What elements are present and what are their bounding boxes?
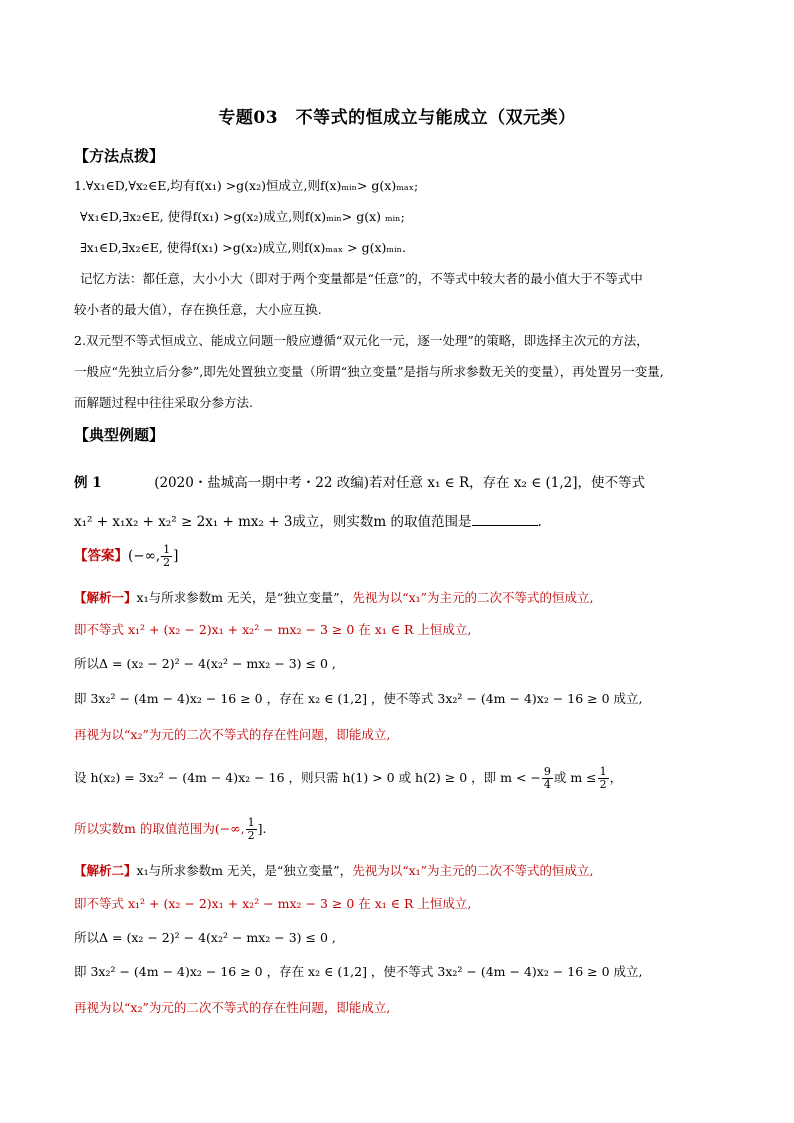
sol1-line-6b: 或 m ≤ — [553, 770, 597, 785]
answer-fraction — [161, 544, 172, 569]
sol2-line-1a: x₁与所求参数m 无关，是“独立变量”， — [136, 863, 353, 878]
sol1-fraction-9-4-denominator: 4 — [543, 778, 551, 791]
sol1-line-6c: ， — [609, 770, 623, 785]
method-line-6: 2.双元型不等式恒成立、能成立问题一般应遵循“双元化一元，逐一处理”的策略，即选择主次元的方法， — [74, 333, 649, 348]
example-1-text-1: (2020・盐城高一期中考・22 改编)若对任意 x₁ ∈ R，存在 x₂ ∈ (1,2]，使不等式 — [154, 475, 645, 491]
sol1-line-7 — [74, 817, 266, 842]
sol1-line-6a: 设 h(x₂) = 3x₂² − (4m − 4)x₂ − 16 ，则只需 h(1) > 0 或 h(2) ≥ 0 ，即 m < − — [74, 770, 541, 785]
sol1-label: 【解析一】 — [74, 590, 137, 605]
sol1-line-2: 即不等式 x₁² + (x₂ − 2)x₁ + x₂² − mx₂ − 3 ≥ 0 在 x₁ ∈ R 上恒成立, — [74, 622, 472, 637]
sol1-line-1 — [74, 590, 594, 606]
sol1-fraction-9-4-numerator: 9 — [543, 765, 551, 778]
sol1-fraction-final-denominator: 2 — [247, 829, 255, 842]
method-line-7: 一般应“先独立后分参”,即先处置独立变量（所谓“独立变量”是指与所求参数无关的变量），再处置另一变量, — [74, 364, 664, 379]
page-title: 专题03 不等式的恒成立与能成立（双元类） — [218, 108, 576, 128]
sol2-line-1b: 先视为以“x₁”为主元的二次不等式的恒成立, — [352, 863, 594, 878]
sol1-line-1b: 先视为以“x₁”为主元的二次不等式的恒成立, — [352, 590, 594, 605]
sol1-line-1a: x₁与所求参数m 无关，是“独立变量”， — [136, 590, 353, 605]
sol1-line-4: 即 3x₂² − (4m − 4)x₂ − 16 ≥ 0 ，存在 x₂ ∈ (1,2] ，使不等式 3x₂² − (4m − 4)x₂ − 16 ≥ 0 成立, — [74, 691, 643, 706]
answer-fraction-denominator: 2 — [163, 556, 171, 569]
example-1-period: . — [537, 514, 542, 530]
example-1-label: 例 1 — [74, 475, 102, 491]
method-line-2: ∀x₁∈D,∃x₂∈E, 使得f(x₁) >g(x₂)成立,则f(x)ₘᵢₙ> g(x) ₘᵢₙ; — [80, 209, 405, 224]
answer-suffix: ] — [173, 548, 179, 564]
sol1-line-7a: 所以实数m 的取值范围为(−∞, — [74, 821, 245, 836]
sol2-label: 【解析二】 — [74, 863, 137, 878]
sol1-fraction-1-2-numerator: 1 — [599, 765, 607, 778]
sol1-fraction-final — [246, 817, 257, 842]
section-heading-method: 【方法点拨】 — [74, 147, 165, 165]
example-1-text-2: x₁² + x₁x₂ + x₂² ≥ 2x₁ + mx₂ + 3成立，则实数m 的取值范围是 — [74, 514, 472, 530]
answer-line — [74, 544, 178, 569]
sol1-fraction-1-2 — [598, 766, 609, 791]
sol1-line-7b: ]. — [257, 821, 267, 836]
answer-fraction-numerator: 1 — [163, 543, 171, 556]
sol1-fraction-1-2-denominator: 2 — [599, 778, 607, 791]
section-heading-examples: 【典型例题】 — [74, 426, 165, 444]
answer-prefix: (−∞, — [128, 548, 161, 564]
example-1-line-2 — [74, 510, 542, 530]
sol2-line-3: 所以Δ = (x₂ − 2)² − 4(x₂² − mx₂ − 3) ≤ 0 , — [74, 930, 336, 945]
method-line-1: 1.∀x₁∈D,∀x₂∈E,均有f(x₁) >g(x₂)恒成立,则f(x)ₘᵢₙ> g(x)ₘₐₓ; — [74, 178, 419, 193]
sol1-line-6 — [74, 766, 622, 791]
sol1-fraction-final-numerator: 1 — [247, 816, 255, 829]
sol2-line-2: 即不等式 x₁² + (x₂ − 2)x₁ + x₂² − mx₂ − 3 ≥ 0 在 x₁ ∈ R 上恒成立, — [74, 896, 472, 911]
answer-blank — [472, 513, 538, 526]
method-line-4: 记忆方法：都任意，大小小大（即对于两个变量都是“任意”的，不等式中较大者的最小值大于不等式中 — [80, 271, 643, 286]
sol1-line-3: 所以Δ = (x₂ − 2)² − 4(x₂² − mx₂ − 3) ≤ 0 , — [74, 656, 336, 671]
sol2-line-1 — [74, 863, 594, 879]
sol2-line-5: 再视为以“x₂”为元的二次不等式的存在性问题，即能成立, — [74, 1000, 391, 1015]
method-line-5: 较小者的最大值），存在换任意，大小应互换. — [74, 302, 322, 317]
example-1-line-1 — [74, 471, 645, 491]
sol1-line-5: 再视为以“x₂”为元的二次不等式的存在性问题，即能成立, — [74, 727, 391, 742]
sol1-fraction-9-4 — [542, 766, 553, 791]
sol2-line-4: 即 3x₂² − (4m − 4)x₂ − 16 ≥ 0 ，存在 x₂ ∈ (1,2] ，使不等式 3x₂² − (4m − 4)x₂ − 16 ≥ 0 成立, — [74, 964, 643, 979]
method-line-3: ∃x₁∈D,∃x₂∈E, 使得f(x₁) >g(x₂)成立,则f(x)ₘₐₓ > g(x)ₘᵢₙ. — [80, 240, 406, 255]
method-line-8: 而解题过程中往往采取分参方法. — [74, 395, 253, 410]
answer-label: 【答案】 — [74, 548, 128, 564]
